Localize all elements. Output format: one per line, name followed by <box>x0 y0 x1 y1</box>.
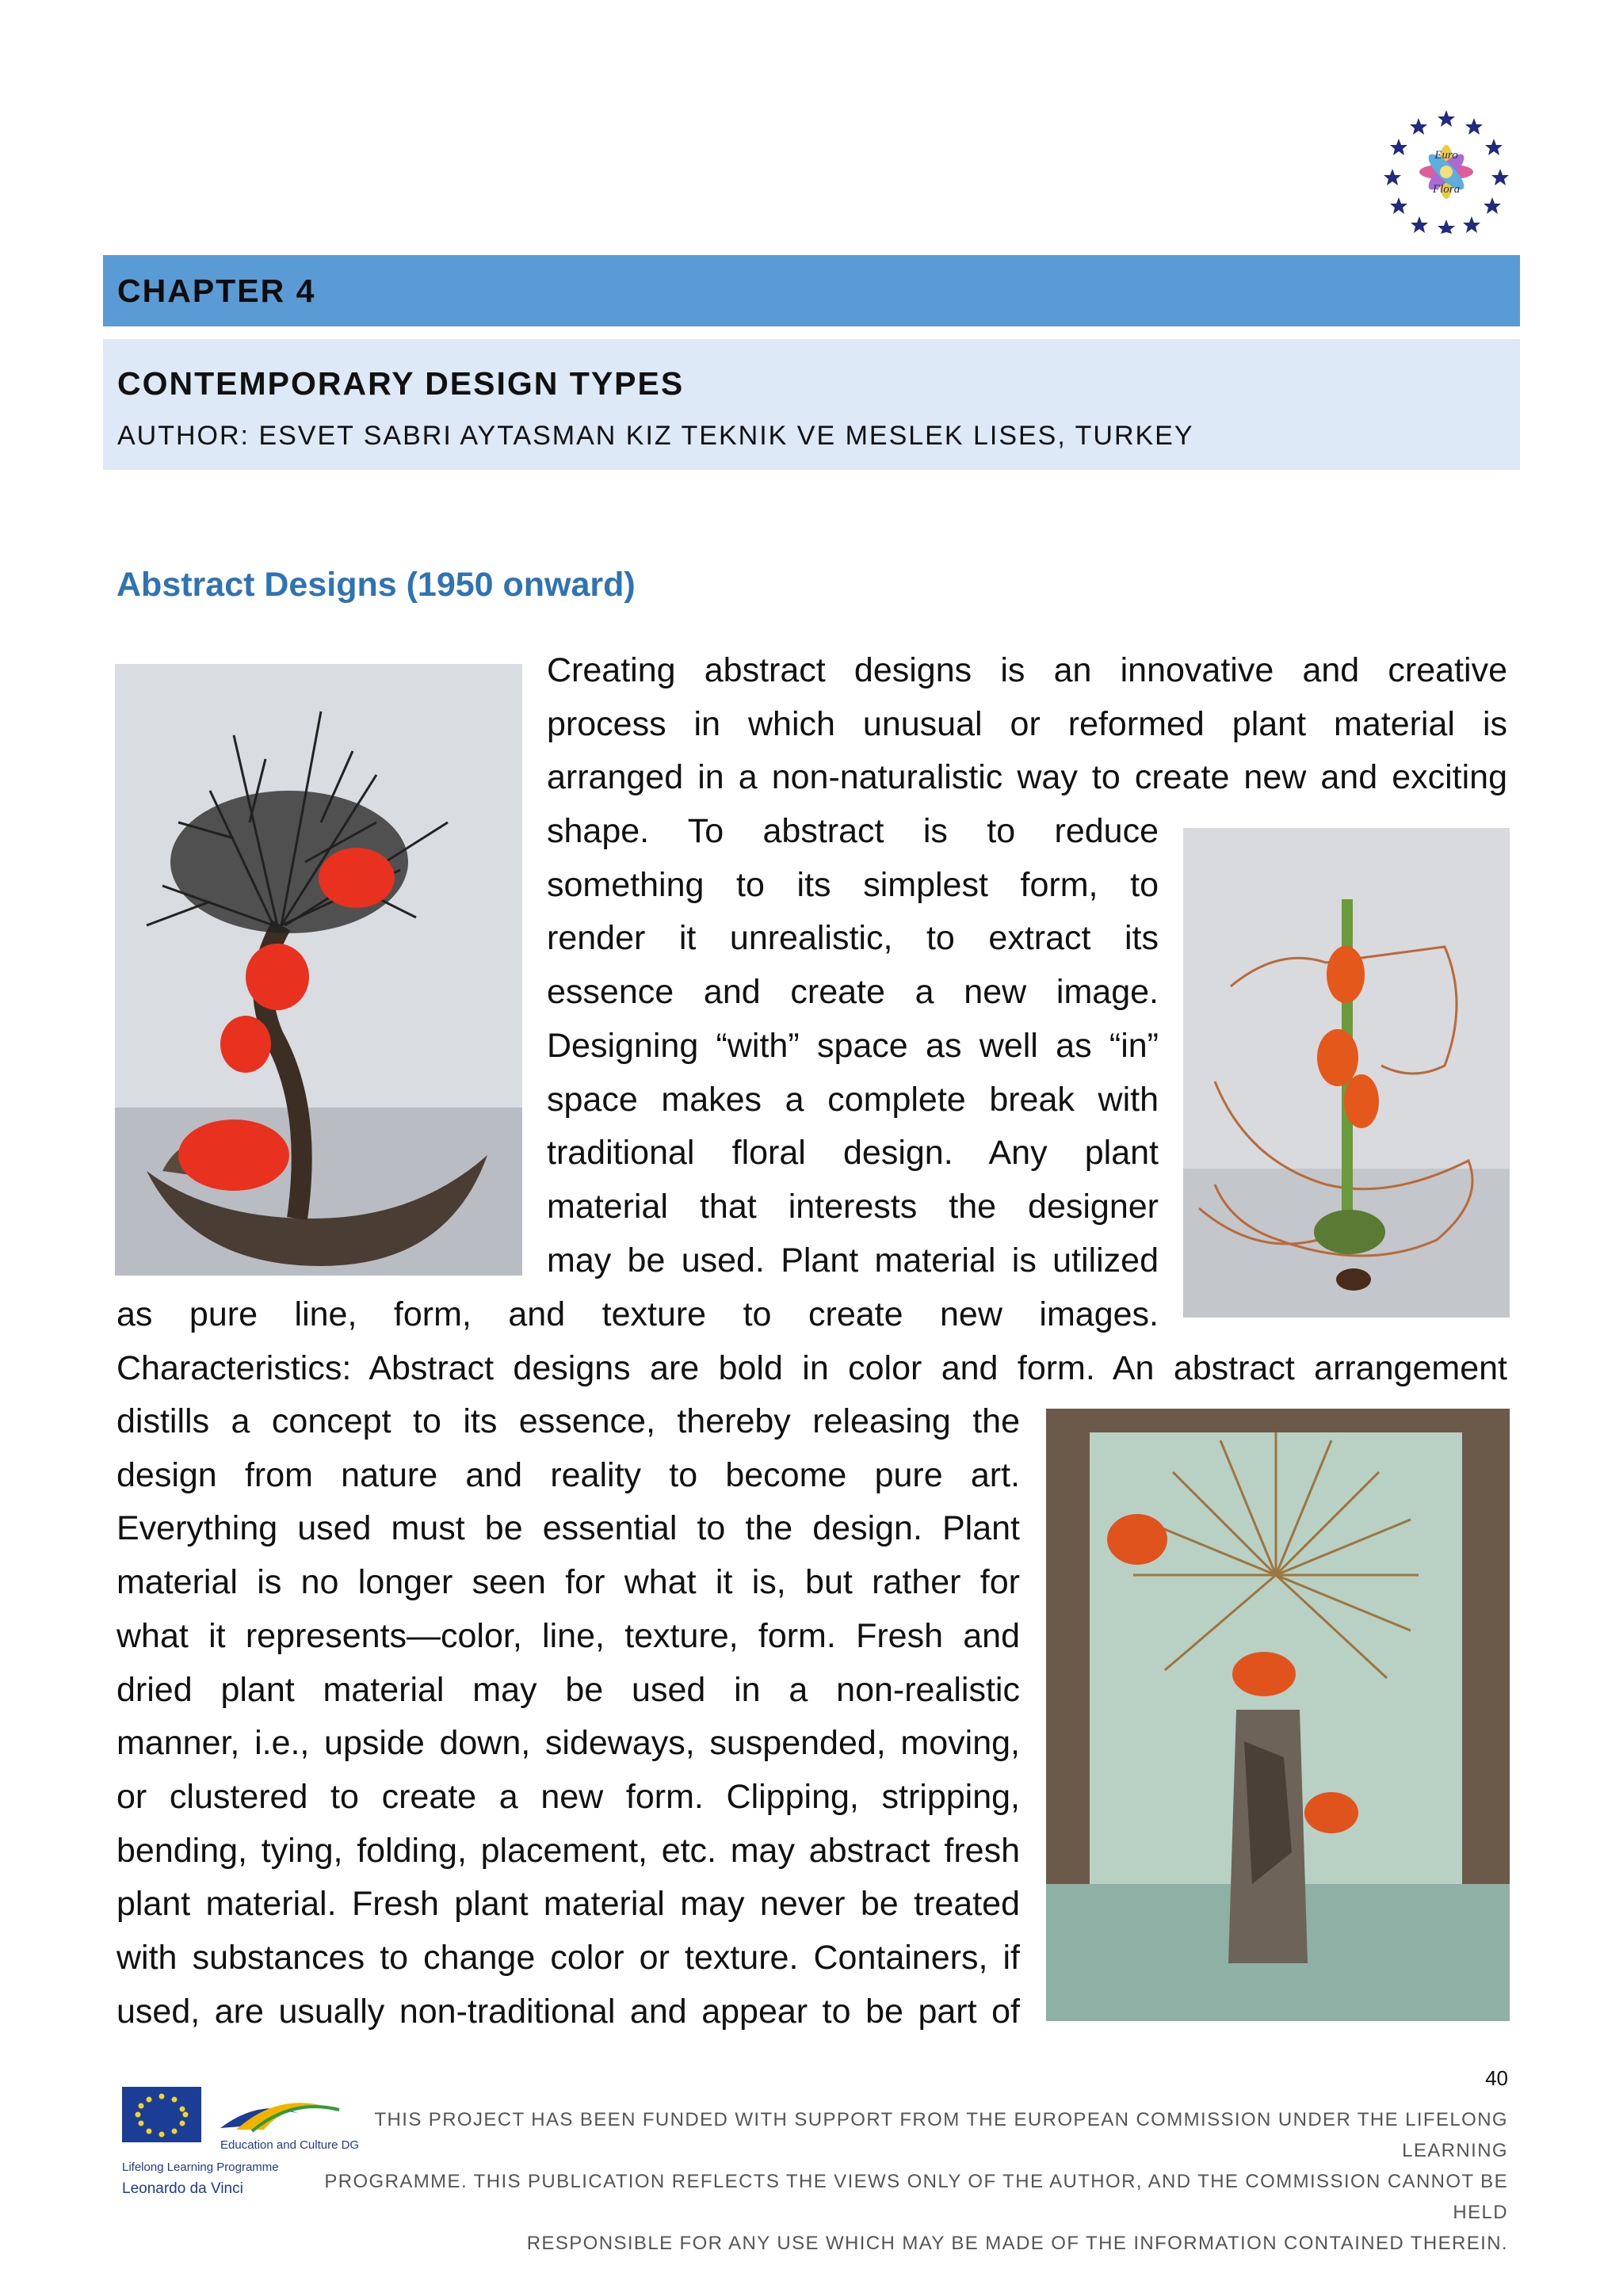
body-line: plant material. Fresh plant material may never be treated <box>116 1885 1020 1924</box>
body-line: Creating abstract designs is an innovative and creative <box>547 651 1507 689</box>
body-text-block-b <box>547 805 1159 1287</box>
body-line: or clustered to create a new form. Clipping, stripping, <box>116 1777 1020 1816</box>
euroflora-logo <box>1383 107 1510 234</box>
body-text-line-c <box>116 1288 1159 1342</box>
author-line: AUTHOR: ESVET SABRI AYTASMAN KIZ TEKNIK VE MESLEK LISES, TURKEY <box>117 421 1194 451</box>
page-number: 40 <box>1485 2066 1508 2090</box>
photo-abstract-starburst <box>1046 1409 1510 2021</box>
eu-logo-dg-text: Education and Culture DG <box>220 2138 360 2152</box>
logo-text-flora: Flora <box>1432 183 1461 196</box>
body-line: bending, tying, folding, placement, etc. may abstract fresh <box>116 1831 1020 1870</box>
body-text-line-d <box>116 1342 1507 1396</box>
body-line: manner, i.e., upside down, sideways, suspended, moving, <box>116 1724 1020 1763</box>
body-text-block-e <box>116 1395 1020 2039</box>
eu-logo-name-text: Leonardo da Vinci <box>122 2180 243 2197</box>
body-line: something to its simplest form, to <box>547 865 1159 904</box>
body-line: what it represents—color, line, texture, form. Fresh and <box>116 1616 1020 1655</box>
body-line: may be used. Plant material is utilized <box>547 1241 1159 1280</box>
body-line: dried plant material may be used in a non-realistic <box>116 1670 1020 1709</box>
photo-abstract-wire-design <box>1183 828 1510 1318</box>
body-line: essence and create a new image. <box>547 973 1159 1012</box>
body-line: with substances to change color or texture. Containers, if <box>116 1939 1020 1978</box>
body-line: traditional floral design. Any plant <box>547 1134 1159 1173</box>
title-banner <box>103 339 1520 470</box>
body-line: shape. To abstract is to reduce <box>547 812 1159 850</box>
body-line: distills a concept to its essence, thereby releasing the <box>116 1402 1020 1440</box>
body-line: process in which unusual or reformed plant material is <box>547 704 1507 743</box>
chapter-title: CONTEMPORARY DESIGN TYPES <box>117 365 685 402</box>
body-line: as pure line, form, and texture to create new images. <box>116 1295 1159 1333</box>
body-text-block-a <box>547 644 1507 805</box>
body-line: used, are usually non-traditional and appear to be part of <box>116 1992 1020 2031</box>
funding-line: THIS PROJECT HAS BEEN FUNDED WITH SUPPORT FROM THE EUROPEAN COMMISSION UNDER THE LIFELONG LEARNING <box>374 2109 1508 2161</box>
photo-abstract-branch-lilies <box>115 664 522 1276</box>
body-line: material is no longer seen for what it is, but rather for <box>116 1563 1020 1602</box>
body-line: render it unrealistic, to extract its <box>547 919 1159 958</box>
logo-text-euro: Euro <box>1434 149 1458 162</box>
body-line: Everything used must be essential to the design. Plant <box>116 1509 1020 1548</box>
funding-line: PROGRAMME. THIS PUBLICATION REFLECTS THE VIEWS ONLY OF THE AUTHOR, AND THE COMMISSION CANNOT BE HELD <box>324 2171 1508 2223</box>
body-line: design from nature and reality to become pure art. <box>116 1455 1020 1494</box>
funding-disclaimer <box>319 2104 1508 2259</box>
body-line: arranged in a non-naturalistic way to create new and exciting <box>547 758 1507 797</box>
funding-line: RESPONSIBLE FOR ANY USE WHICH MAY BE MADE OF THE INFORMATION CONTAINED THEREIN. <box>526 2233 1508 2254</box>
body-line: material that interests the designer <box>547 1187 1159 1226</box>
body-line: space makes a complete break with <box>547 1080 1159 1119</box>
body-line: Designing “with” space as well as “in” <box>547 1026 1159 1065</box>
body-line: Characteristics: Abstract designs are bold in color and form. An abstract arrangement <box>116 1349 1507 1387</box>
chapter-label: CHAPTER 4 <box>117 272 316 309</box>
section-heading: Abstract Designs (1950 onward) <box>116 566 636 604</box>
eu-logo-programme-text: Lifelong Learning Programme <box>122 2161 279 2174</box>
chapter-banner <box>103 255 1520 326</box>
